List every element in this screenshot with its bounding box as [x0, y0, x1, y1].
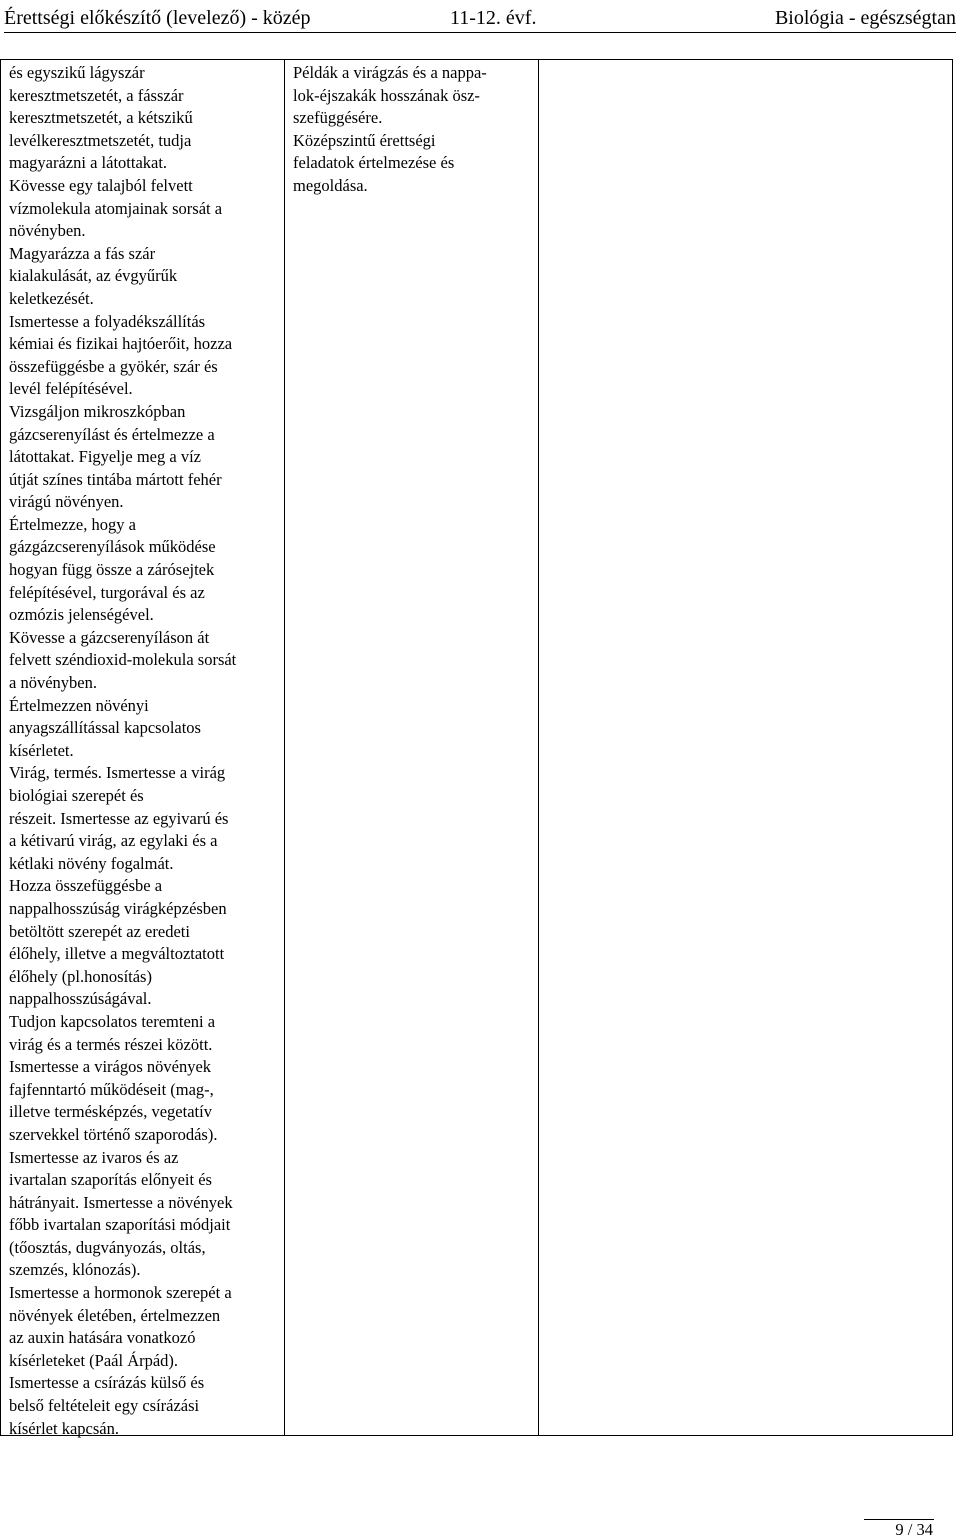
- text-line: virág és a termés részei között.: [9, 1034, 213, 1054]
- text-line: levél felépítésével.: [9, 379, 133, 399]
- text-line: megoldása.: [293, 175, 368, 195]
- text-line: ozmózis jelenségével.: [9, 605, 154, 625]
- text-line: Ismertesse a hormonok szerepét a: [9, 1283, 232, 1303]
- text-line: Ismertesse az ivaros és az: [9, 1147, 179, 1167]
- text-line: Ismertesse a folyadékszállítás: [9, 311, 206, 331]
- text-line: fajfenntartó működéseit (mag-,: [9, 1079, 214, 1099]
- text-line: élőhely, illetve a megváltoztatott: [9, 944, 225, 964]
- content-table: [0, 59, 953, 1436]
- text-line: keresztmetszetét, a fásszár: [9, 85, 184, 105]
- text-line: lok-éjszakák hosszának ösz-: [293, 85, 480, 105]
- column-divider: [284, 60, 285, 1435]
- page-header: [4, 4, 956, 33]
- text-line: kísérleteket (Paál Árpád).: [9, 1350, 179, 1370]
- text-line: keresztmetszetét, a kétszikű: [9, 108, 193, 128]
- text-line: keletkezését.: [9, 288, 94, 308]
- text-line: főbb ivartalan szaporítási módjait: [9, 1215, 231, 1235]
- text-line: Virág, termés. Ismertesse a virág: [9, 763, 226, 783]
- text-line: felvett széndioxid-molekula sorsát: [9, 650, 237, 670]
- text-line: betöltött szerepét az eredeti: [9, 921, 190, 941]
- header-course-title: Érettségi előkészítő (levelező) - közép: [4, 7, 311, 29]
- text-line: látottakat. Figyelje meg a víz: [9, 447, 201, 467]
- text-line: élőhely (pl.honosítás): [9, 966, 152, 986]
- text-line: Kövesse egy talajból felvett: [9, 175, 193, 195]
- text-line: Vizsgáljon mikroszkópban: [9, 401, 186, 421]
- text-line: Értelmezze, hogy a: [9, 514, 136, 534]
- text-line: kialakulását, az évgyűrűk: [9, 266, 178, 286]
- text-line: felépítésével, turgorával és az: [9, 582, 205, 602]
- text-line: útját színes tintába mártott fehér: [9, 469, 222, 489]
- text-line: hátrányait. Ismertesse a növények: [9, 1192, 233, 1212]
- text-line: kémiai és fizikai hajtóerőit, hozza: [9, 334, 233, 354]
- text-line: növényben.: [9, 221, 86, 241]
- text-line: az auxin hatására vonatkozó: [9, 1328, 196, 1348]
- text-line: Értelmezzen növényi: [9, 695, 149, 715]
- text-line: levélkeresztmetszetét, tudja: [9, 130, 192, 150]
- text-line: nappalhosszúságával.: [9, 989, 152, 1009]
- text-line: Ismertesse a virágos növények: [9, 1057, 212, 1077]
- text-line: összefüggésbe a gyökér, szár és: [9, 356, 218, 376]
- text-line: vízmolekula atomjainak sorsát a: [9, 198, 223, 218]
- text-line: magyarázni a látottakat.: [9, 153, 168, 173]
- text-line: gázgázcserenyílások működése: [9, 537, 216, 557]
- header-subject: Biológia - egészségtan: [774, 7, 956, 29]
- text-line: gázcserenyílást és értelmezze a: [9, 424, 215, 444]
- text-line: ivartalan szaporítás előnyeit és: [9, 1170, 212, 1190]
- header-grade: 11-12. évf.: [450, 7, 537, 29]
- text-line: és egyszikű lágyszár: [9, 63, 145, 82]
- text-line: (tőosztás, dugványozás, oltás,: [9, 1237, 206, 1257]
- requirements-cell: [9, 62, 281, 1440]
- text-line: részeit. Ismertesse az egyivarú és: [9, 808, 229, 828]
- text-line: szervekkel történő szaporodás).: [9, 1124, 218, 1144]
- text-line: Magyarázza a fás szár: [9, 243, 156, 263]
- text-line: a növényben.: [9, 673, 97, 693]
- text-line: hogyan függ össze a zárósejtek: [9, 560, 215, 580]
- text-line: növények életében, értelmezzen: [9, 1305, 221, 1325]
- text-line: Ismertesse a csírázás külső és: [9, 1373, 205, 1393]
- text-line: a kétivarú virág, az egylaki és a: [9, 831, 218, 851]
- text-line: illetve termésképzés, vegetatív: [9, 1102, 212, 1122]
- column-divider: [538, 60, 539, 1435]
- text-line: nappalhosszúság virágképzésben: [9, 898, 227, 918]
- text-line: szefüggésére.: [293, 108, 383, 128]
- text-line: kísérletet.: [9, 740, 74, 760]
- text-line: kétlaki növény fogalmát.: [9, 853, 174, 873]
- text-line: biológiai szerepét és: [9, 786, 144, 805]
- text-line: szemzés, klónozás).: [9, 1260, 141, 1280]
- text-line: Hozza összefüggésbe a: [9, 876, 163, 896]
- page-number: 9 / 34: [895, 1520, 933, 1539]
- text-line: anyagszállítással kapcsolatos: [9, 718, 201, 738]
- examples-cell: [293, 62, 533, 198]
- text-line: Példák a virágzás és a nappa-: [293, 63, 487, 82]
- text-line: feladatok értelmezése és: [293, 153, 455, 173]
- text-line: kísérlet kapcsán.: [9, 1418, 119, 1438]
- text-line: Középszintű érettségi: [293, 130, 436, 150]
- text-line: belső feltételeit egy csírázási: [9, 1396, 200, 1416]
- text-line: virágú növényen.: [9, 492, 124, 512]
- text-line: Tudjon kapcsolatos teremteni a: [9, 1011, 216, 1031]
- text-line: Kövesse a gázcserenyíláson át: [9, 627, 210, 647]
